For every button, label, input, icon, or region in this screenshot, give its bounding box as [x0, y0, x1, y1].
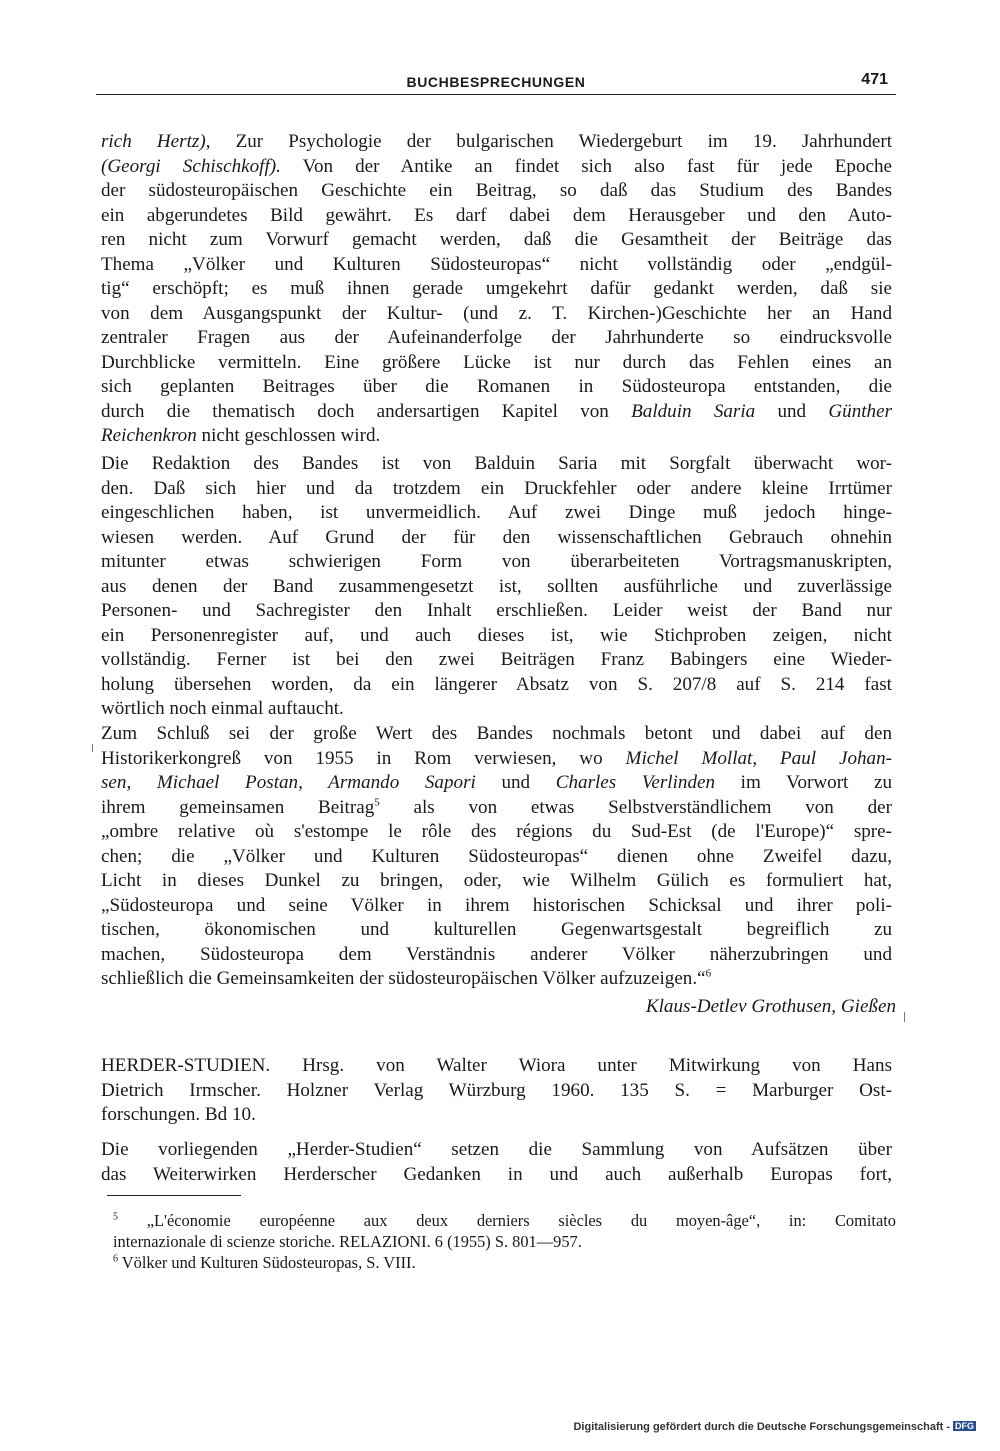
text-line: zentraler Fragen aus der Aufeinanderfolge der Jahrhunderte so eindrucksvolle: [101, 327, 892, 348]
footnote-number: 6: [113, 1253, 118, 1265]
text-line: Durchblicke vermitteln. Eine größere Lücke ist nur durch das Fehlen eines an: [101, 351, 892, 373]
text-line: den. Daß sich hier und da trotzdem ein Druckfehler oder andere kleine Irrtümer: [101, 477, 892, 499]
text-line: Historikerkongreß von 1955 in Rom verwiesen, wo Michel Mollat, Paul Johan-: [101, 747, 892, 769]
text-line: ein Personenregister auf, und auch dieses ist, wie Stichproben zeigen, nicht: [101, 624, 892, 646]
text-line: forschungen. Bd 10.: [101, 1104, 256, 1125]
text-line: ihrem gemeinsamen Beitrag$^5$ als von etwas Selbstverständlichem von der: [101, 796, 892, 818]
footnote-5: [113, 1210, 896, 1252]
footnote-number: 5: [113, 1211, 118, 1223]
text-line: mitunter etwas schwierigen Form von überarbeiteten Vortragsmanuskripten,: [101, 551, 892, 572]
text-line: chen; die „Völker und Kulturen Südosteuropas“ dienen ohne Zweifel dazu,: [101, 845, 892, 867]
text-line: „Südosteuropa und seine Völker in ihrem historischen Schicksal und ihrer poli-: [101, 894, 892, 916]
review2-heading: [101, 1054, 892, 1128]
text-line: aus denen der Band zusammengesetzt ist, sollten ausführliche und zuverlässige: [101, 575, 892, 597]
text-line: HERDER-STUDIEN. Hrsg. von Walter Wiora unter Mitwirkung von Hans: [101, 1055, 892, 1076]
scan-mark: [92, 744, 93, 752]
text-line: wörtlich noch einmal auftaucht.: [101, 698, 344, 719]
text-line: Die vorliegenden „Herder-Studien“ setzen die Sammlung von Aufsätzen über: [101, 1139, 892, 1160]
text-line: ein abgerundetes Bild gewährt. Es darf dabei dem Herausgeber und den Auto-: [101, 204, 892, 226]
text-line: Reichenkron nicht geschlossen wird.: [101, 425, 381, 446]
running-title: BUCHBESPRECHUNGEN: [406, 74, 586, 90]
text-line: machen, Südosteuropa dem Verständnis anderer Völker näherzubringen und: [101, 943, 892, 965]
digitization-credit: Digitalisierung gefördert durch die Deutsche Forschungsgemeinschaft - DFG: [573, 1421, 974, 1433]
footnote-ref-6[interactable]: 6: [705, 967, 712, 980]
text-line: Dietrich Irmscher. Holzner Verlag Würzburg 1960. 135 S. = Marburger Ost-: [101, 1079, 892, 1101]
text-line: Personen- und Sachregister den Inhalt erschließen. Leider weist der Band nur: [101, 600, 892, 621]
text-line: wiesen werden. Auf Grund der für den wissenschaftlichen Gebrauch ohnehin: [101, 526, 892, 548]
footnote-divider: [107, 1195, 241, 1196]
page-number: 471: [861, 71, 888, 88]
text-line: das Weiterwirken Herderscher Gedanken in und auch außerhalb Europas fort,: [101, 1163, 892, 1185]
scan-mark: [904, 1012, 905, 1022]
footnote-ref-5[interactable]: 5: [374, 796, 380, 809]
text-line: „ombre relative où s'estompe le rôle des régions du Sud-Est (de l'Europe)“ spre-: [101, 821, 892, 842]
text-line: tischen, ökonomischen und kulturellen Gegenwartsgestalt begreiflich zu: [101, 919, 892, 940]
text-line: eingeschlichen haben, ist unvermeidlich. Auf zwei Dinge muß jedoch hinge-: [101, 502, 892, 523]
page-header: [96, 66, 896, 95]
text-line: ren nicht zum Vorwurf gemacht werden, daß die Gesamtheit der Beiträge das: [101, 229, 892, 250]
dfg-logo: DFG: [955, 1421, 974, 1431]
footnote-line: $^6$ Völker und Kulturen Südosteuropas, S. VIII.: [113, 1253, 416, 1272]
review1-paragraph-2: [101, 452, 892, 722]
text-line: rich Hertz), Zur Psychologie der bulgarischen Wiedergeburt im 19. Jahrhundert: [101, 131, 893, 152]
review1-paragraph-1: [101, 130, 892, 449]
text-line: schließlich die Gemeinsamkeiten der südosteuropäischen Völker aufzuzeigen.“$^6$: [101, 967, 712, 989]
text-line: Zum Schluß sei der große Wert des Bandes nochmals betont und dabei auf den: [101, 723, 892, 744]
text-line: vollständig. Ferner ist bei den zwei Beiträgen Franz Babingers eine Wieder-: [101, 649, 892, 670]
text-line: Licht in dieses Dunkel zu bringen, oder, wie Wilhelm Gülich es formuliert hat,: [101, 870, 892, 891]
footnote-6: [113, 1252, 896, 1273]
text-line: holung übersehen worden, da ein längerer Absatz von S. 207/8 auf S. 214 fast: [101, 673, 892, 695]
text-line: tig“ erschöpft; es muß ihnen gerade umgekehrt dafür gedankt werden, daß sie: [101, 278, 892, 299]
review2-paragraph-1: [101, 1138, 892, 1187]
text-line: (Georgi Schischkoff). Von der Antike an findet sich also fast für jede Epoche: [101, 155, 892, 177]
text-line: von dem Ausgangspunkt der Kultur- (und z. T. Kirchen-)Geschichte her an Hand: [101, 302, 892, 324]
footnote-line: $^5$ „L'économie européenne aux deux derniers siècles du moyen-âge“, in: Comitato: [113, 1211, 896, 1230]
reviewer-signature: Klaus-Detlev Grothusen, Gießen: [645, 996, 896, 1017]
text-line: der südosteuropäischen Geschichte ein Beitrag, so daß das Studium des Bandes: [101, 180, 892, 201]
text-line: Die Redaktion des Bandes ist von Balduin Saria mit Sorgfalt überwacht wor-: [101, 453, 892, 474]
footnote-line: internazionale di scienze storiche. RELAZIONI. 6 (1955) S. 801—957.: [113, 1232, 582, 1251]
text-line: sich geplanten Beitrages über die Romanen in Südosteuropa entstanden, die: [101, 376, 892, 397]
text-line: sen, Michael Postan, Armando Sapori und Charles Verlinden im Vorwort zu: [101, 772, 893, 793]
text-line: durch die thematisch doch andersartigen Kapitel von Balduin Saria und Günther: [101, 400, 892, 422]
review1-paragraph-3: [101, 722, 892, 992]
text-line: Thema „Völker und Kulturen Südosteuropas“ nicht vollständig oder „endgül-: [101, 253, 892, 275]
